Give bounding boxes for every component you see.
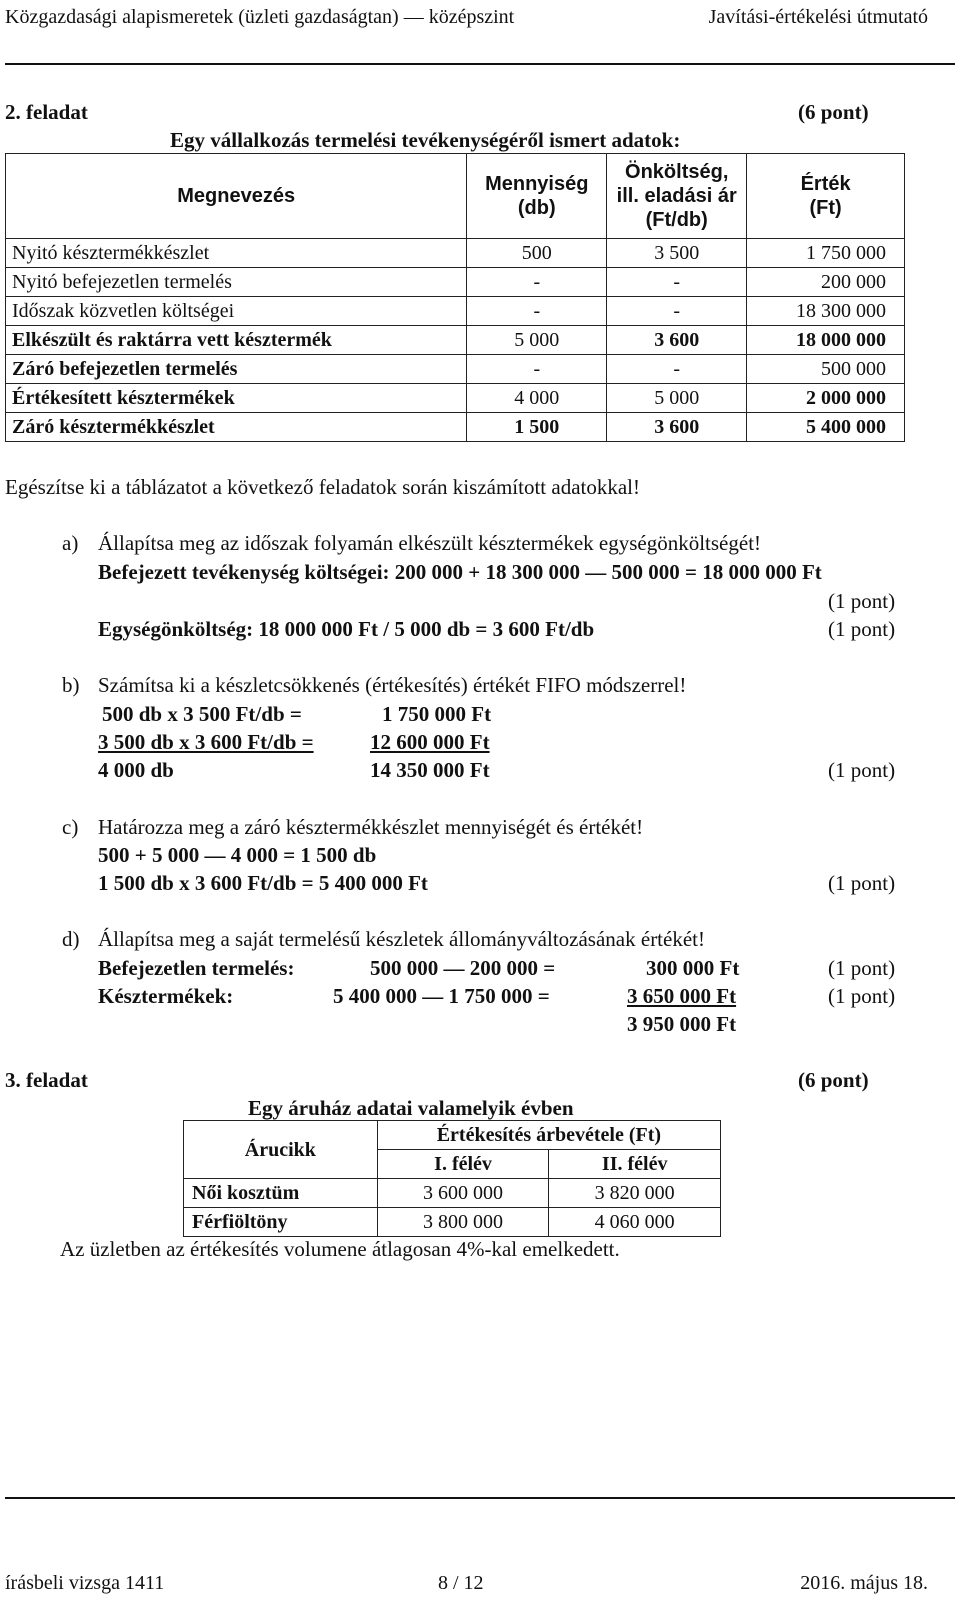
part-d-r2-points: (1 pont) [828,984,896,1008]
table-row [6,326,905,355]
row-qty: - [467,297,607,326]
row-price: 5 000 [607,384,747,413]
part-b-r1-left: 500 db x 3 500 Ft/db = [102,702,302,726]
part-d-r1-label: Befejezetlen termelés: [98,956,295,980]
header-right: Javítási-értékelési útmutató [708,6,928,28]
part-a-line1: Befejezett tevékenység költségei: 200 000 + 18 300 000 — 500 000 = 18 000 000 Ft [98,560,822,584]
row-name: Nyitó késztermékkészlet [6,239,467,268]
part-c-question: Határozza meg a záró késztermékkészlet mennyiségét és értékét! [98,815,644,839]
part-b-r2-right: 12 600 000 Ft [370,730,490,754]
row-qty: - [467,268,607,297]
part-b-r3-right: 14 350 000 Ft [370,758,490,782]
table-header-row [184,1121,721,1150]
part-d-label: d) [62,927,80,951]
col-header-name: Megnevezés [6,154,467,239]
task3-title: 3. feladat [5,1068,88,1092]
row-price: 3 600 [607,326,747,355]
part-d-r1-result: 300 000 Ft [646,956,740,980]
row-price: - [607,268,747,297]
part-b-r2-left: 3 500 db x 3 600 Ft/db = [98,730,314,754]
col-header-revenue: Értékesítés árbevétele (Ft) [377,1121,720,1150]
row-name: Nyitó befejezetlen termelés [6,268,467,297]
row-qty: 1 500 [467,413,607,442]
row-h1: 3 800 000 [377,1208,549,1237]
row-value: 5 400 000 [747,413,905,442]
part-d-question: Állapítsa meg a saját termelésű készletek állományváltozásának értékét! [98,927,705,951]
task3-points: (6 pont) [798,1068,869,1092]
table-row [6,268,905,297]
footer-page-number: 8 / 12 [438,1572,484,1594]
col-header-h2: II. félév [549,1150,721,1179]
col-header-qty: Mennyiség (db) [467,154,607,239]
part-b-label: b) [62,673,80,697]
row-price: 3 500 [607,239,747,268]
part-d-r1-calc: 500 000 — 200 000 = [370,956,556,980]
part-d-r2-result: 3 650 000 Ft [627,984,737,1008]
task3-note: Az üzletben az értékesítés volumene átlagosan 4%-kal emelkedett. [60,1237,620,1261]
footer-right: 2016. május 18. [800,1572,928,1594]
part-a-line2: Egységönköltség: 18 000 000 Ft / 5 000 db = 3 600 Ft/db [98,617,595,641]
table-row [6,239,905,268]
store-sales-table [183,1120,721,1237]
row-price: - [607,355,747,384]
task2-points: (6 pont) [798,100,869,124]
row-qty: 4 000 [467,384,607,413]
header-rule [5,63,955,65]
row-price: - [607,297,747,326]
table-header-row [6,154,905,239]
row-name: Elkészült és raktárra vett késztermék [6,326,467,355]
table-row [184,1208,721,1237]
row-name: Értékesített késztermékek [6,384,467,413]
part-c-points: (1 pont) [828,871,896,895]
row-value: 18 000 000 [747,326,905,355]
footer-rule [5,1497,955,1499]
row-name: Időszak közvetlen költségei [6,297,467,326]
header-left: Közgazdasági alapismeretek (üzleti gazdaságtan) — középszint [5,6,515,28]
task2-title: 2. feladat [5,100,88,124]
part-b-r3-left: 4 000 db [98,758,174,782]
table-row [6,384,905,413]
row-price: 3 600 [607,413,747,442]
part-d-r2-calc: 5 400 000 — 1 750 000 = [333,984,550,1008]
row-value: 200 000 [747,268,905,297]
table-row [184,1179,721,1208]
task3-subtitle: Egy áruház adatai valamelyik évben [248,1096,574,1120]
part-c-label: c) [62,815,79,839]
table-row [6,355,905,384]
row-h2: 3 820 000 [549,1179,721,1208]
row-h1: 3 600 000 [377,1179,549,1208]
row-h2: 4 060 000 [549,1208,721,1237]
part-a-label: a) [62,531,79,555]
row-qty: - [467,355,607,384]
part-d-r2-label: Késztermékek: [98,984,234,1008]
part-b-question: Számítsa ki a készletcsökkenés (értékesítés) értékét FIFO módszerrel! [98,673,687,697]
row-value: 1 750 000 [747,239,905,268]
row-item: Férfiöltöny [184,1208,378,1237]
row-value: 500 000 [747,355,905,384]
part-b-points: (1 pont) [828,758,896,782]
row-value: 18 300 000 [747,297,905,326]
row-name: Záró befejezetlen termelés [6,355,467,384]
task2-subtitle: Egy vállalkozás termelési tevékenységéről ismert adatok: [170,128,681,152]
task2-instruction: Egészítse ki a táblázatot a következő feladatok során kiszámított adatokkal! [5,475,641,499]
part-d-total: 3 950 000 Ft [627,1012,737,1036]
table-row [6,413,905,442]
production-data-table [5,153,905,442]
col-header-cost: Önköltség, ill. eladási ár (Ft/db) [607,154,747,239]
part-d-r1-points: (1 pont) [828,956,896,980]
part-a-line2-points: (1 pont) [828,617,896,641]
part-a-line1-points: (1 pont) [828,589,896,613]
row-qty: 5 000 [467,326,607,355]
col-header-value: Érték (Ft) [747,154,905,239]
row-value: 2 000 000 [747,384,905,413]
row-name: Záró késztermékkészlet [6,413,467,442]
part-c-line2: 1 500 db x 3 600 Ft/db = 5 400 000 Ft [98,871,428,895]
col-header-item: Árucikk [184,1121,378,1179]
col-header-h1: I. félév [377,1150,549,1179]
footer-left: írásbeli vizsga 1411 [5,1572,165,1594]
row-item: Női kosztüm [184,1179,378,1208]
table-row [6,297,905,326]
part-c-line1: 500 + 5 000 — 4 000 = 1 500 db [98,843,377,867]
part-b-r1-right: 1 750 000 Ft [382,702,492,726]
row-qty: 500 [467,239,607,268]
part-a-question: Állapítsa meg az időszak folyamán elkészült késztermékek egységönköltségét! [98,531,762,555]
